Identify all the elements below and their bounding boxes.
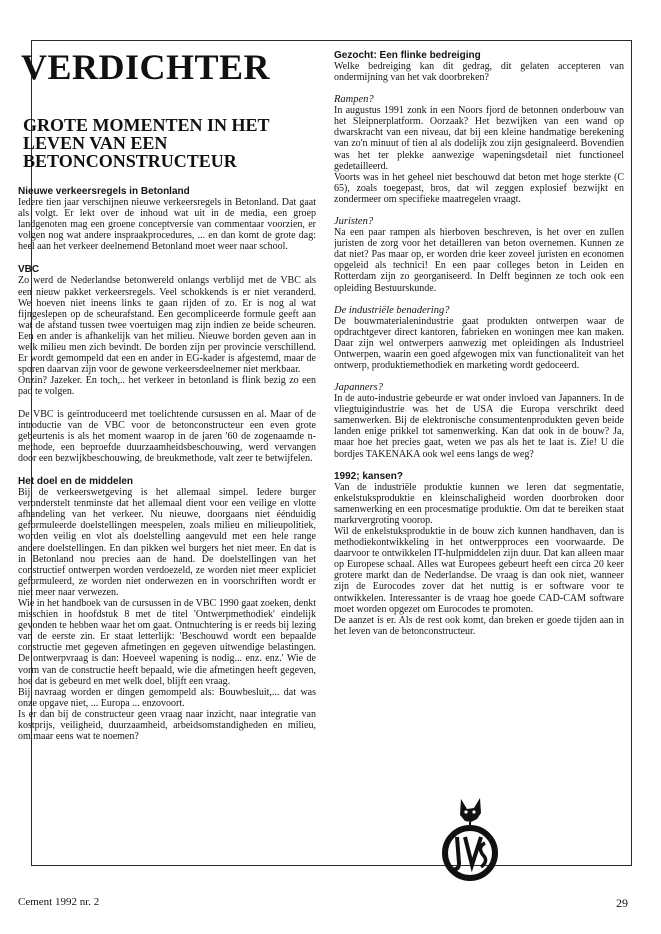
journal-footer: Cement 1992 nr. 2 <box>18 896 100 908</box>
section-body: Van de industriële produktie kunnen we leren dat segmentatie, enkelstuksproduktie en kleinschaligheid worden doorbroken door samenwerking en een procesmatige produktie. Om dat te bereiken staat markrvergroting voorop. Wil de enkelstuksproduktie in de bouw zich kunnen handhaven, dan is methodiekontwikkeling in het ontwerpproces een voorwaarde. De daarvoor te ontwikkelen IT-hulpmiddelen zijn duur. Dat kan alleen maar op Europese schaal. Alles wat Europees gebeurt heeft een circa 20 keer grotere markt dan de Nederlandse. De vraag is dan ook niet, wanneer zijn de Eurocodes zover dat het nuttig is er software voor te ontwikkelen. Interessanter is de vraag hoe goede CAD-CAM software moet worden opgezet om Eurocodes te promoten. De aanzet is er. Als de rest ook komt, dan breken er goede tijden aan in het leven van de betonconstructeur. <box>334 481 624 637</box>
section-body: In de auto-industrie gebeurde er wat onder invloed van Japanners. In de vliegtuigindustrie was het de USA die Europa verschrikt deed samenwerken. Bij de elektronische consumentenprodukten geven beide landen enige prikkel tot samenwerking. Kan dat ook in de bouw? Ja, maar hoe het precies gaat, weten we pas als het te laat is. Zie! U die bordjes TAKENAKA ook wel eens langs de weg? <box>334 393 624 460</box>
section-body: In augustus 1991 zonk in een Noors fjord de betonnen onderbouw van het Sleipnerplatform. Oorzaak? Het bezwijken van een wand op dwarskracht van een niveau, dat bij een kleine handmatige berekening van zo'n minuut of tien al als dodelijk zou zijn gesignaleerd. Bovendien was het ter plekke aanwezige wapeningsdetail niet functioneel gedetailleerd. Voorts was in het geheel niet beschouwd dat beton met hoge sterkte (C 65), zoals toegepast, bros, dat wil zeggen explosief bezwijkt en zondermeer om specifieke maatregelen vraagt. <box>334 105 624 205</box>
section-heading: Het doel en de middelen <box>18 476 134 488</box>
section-kansen <box>334 471 624 637</box>
section-industrie <box>334 305 624 371</box>
section-body: Welke bedreiging kan dit gedrag, dit gelaten accepteren van ondermijning van het vak doorbreken? <box>334 61 624 84</box>
section-body: Bij de verkeerswetgeving is het allemaal simpel. Iedere burger veronderstelt tenminste dat het allemaal dient voor een veilige en vlotte afhandeling van het verkeer. Nu nieuwe, doorgaans niet éénduidig geformuleerde doelstellingen meespelen, zoals milieu en milieupolitiek, worden veilig en vlot als doelstelling aangevuld met een hele range andere doelstellingen. En dan pikken wel burgers het niet meer. En dat is in Betonland nou precies aan de hand. De doelstellingen van het constructief ontwerpen worden verdoezeld, ze worden niet meer expliciet geformuleerd, ze worden niet onderwezen en in voorschriften wordt er niet meer naar verwezen. Wie in het handboek van de cursussen in de VBC 1990 gaat zoeken, denkt misschien in hoofdstuk 8 met de titel 'Ontwerpmethodiek' eindelijk gevonden te hebben waar het om gaat. Ontnuchtering is er reeds bij lezing van de eerste zin. Er staat letterlijk: 'Beschouwd wordt een bepaalde constructie met gegeven afmetingen en gegeven uitwendige belastingen. De ontwerpvraag is dan: Hoeveel wapening is nodig... enz. enz.' Wie de vorm van de constructie heeft bepaald, wie die afmetingen heeft gegeven, hoe dat is gebeurd en met welk doel, blijft een vraag. Bij navraag worden er dingen gemompeld als: Bouwbesluit,... dat was onze opgave niet, ... Europa ... enzovoort. Is er dan bij de constructeur geen vraag naar inzicht, naar integratie van kostprijs, veiligheid, duurzaamheid, arbeidsomstandigheden en milieu, om maar eens wat te noemen? <box>18 487 316 743</box>
section-rampen <box>334 94 624 205</box>
article-title: VERDICHTER <box>21 48 271 87</box>
section-juristen <box>334 216 624 294</box>
section-heading: VBC <box>18 264 40 276</box>
monogram-logo-icon <box>437 795 503 885</box>
article-subtitle: GROTE MOMENTEN IN HET LEVEN VAN EEN BETONCONSTRUCTEUR <box>23 115 270 171</box>
section-heading: Rampen? <box>334 94 374 106</box>
section-body: Iedere tien jaar verschijnen nieuwe verkeersregels in Betonland. Dat gaat als volgt. Er lekt over de inhoud wat uit in de media, een groep landgenoten mag een groene conceptversie van commentaar voorzien, er volgen nog wat andere inspraakprocedures, ... en dan komt de grote dag: heel aan het verkeer deelnemend Betonland moet weer naar school. <box>18 197 316 253</box>
section-heading: Japanners? <box>334 382 383 394</box>
section-body: Zo werd de Nederlandse betonwereld onlangs verblijd met de VBC als een nieuw pakket verkeersregels. Veel schokkends is er niet veranderd. We hoeven niet ineens links te gaan rijden of zo. Er is nog al wat fijngeslepen op de scheurafstand. Een gecompliceerde formule geeft aan wat de afstand tussen twee voertuigen mag zijn indien ze beide scheuren. Een en ander is afhankelijk van het milieu. Nieuwe borden geven aan in welk milieu men zich bevindt. De borden zijn per provincie verschillend. Er wordt gemompeld dat een en ander in EG-kader is afgestemd, maar de sporen daarvan zijn voor de gewone verkeersdeelnemer niet merkbaar. Onzin? Jazeker. En toch,.. het verkeer in betonland is flink bezig zo een pad te volgen. De VBC is geïntroduceerd met toelichtende cursussen en al. Maar of de introductie van de VBC voor de betonconstructeur een even grote gebeurtenis is als het moment waarop in de jaren '60 de zogenaamde n-methode, een beproefde duurzaamheidsbeschouwing, werd vervangen door een bezwijkbeschouwing, de breukmethode, valt zeer te betwijfelen. <box>18 275 316 464</box>
section-heading: 1992; kansen? <box>334 470 403 482</box>
section-bedreiging <box>334 50 624 83</box>
section-body: De bouwmaterialenindustrie gaat produkten ontwerpen waar de opdrachtgever direct kantoren, fabrieken en woningen mee kan maken. Daar zijn wel ontwerpers aanwezig met opleidingen als Industrieel Ontwerpen, waarin een goed afgewogen mix van functionaliteit van het ontwerp, produktiemethodiek en marketing wordt gedoceerd. <box>334 315 624 371</box>
section-heading: Gezocht: Een flinke bedreiging <box>334 50 481 61</box>
right-column <box>334 50 624 710</box>
page-number: 29 <box>616 896 628 910</box>
section-heading: Juristen? <box>334 216 374 228</box>
left-column <box>18 48 316 860</box>
section-body: Na een paar rampen als hierboven beschreven, is het over en zullen juristen de zorg voor het detailleren van beton overnemen. Kunnen ze dat niet? Pas maar op, er worden drie keer zoveel juristen en economen opgeleid als technici! En een paar colleges beton in Leiden en Rotterdam zijn zo georganiseerd. In Delft beginnen ze toch ook een opleiding Bestuurskunde. <box>334 227 624 294</box>
section-heading: De industriële benadering? <box>334 304 450 316</box>
section-verkeersregels <box>18 186 316 252</box>
section-japanners <box>334 382 624 460</box>
section-heading: Nieuwe verkeersregels in Betonland <box>18 186 190 197</box>
section-doel-middelen <box>18 476 316 742</box>
section-vbc <box>18 264 316 464</box>
